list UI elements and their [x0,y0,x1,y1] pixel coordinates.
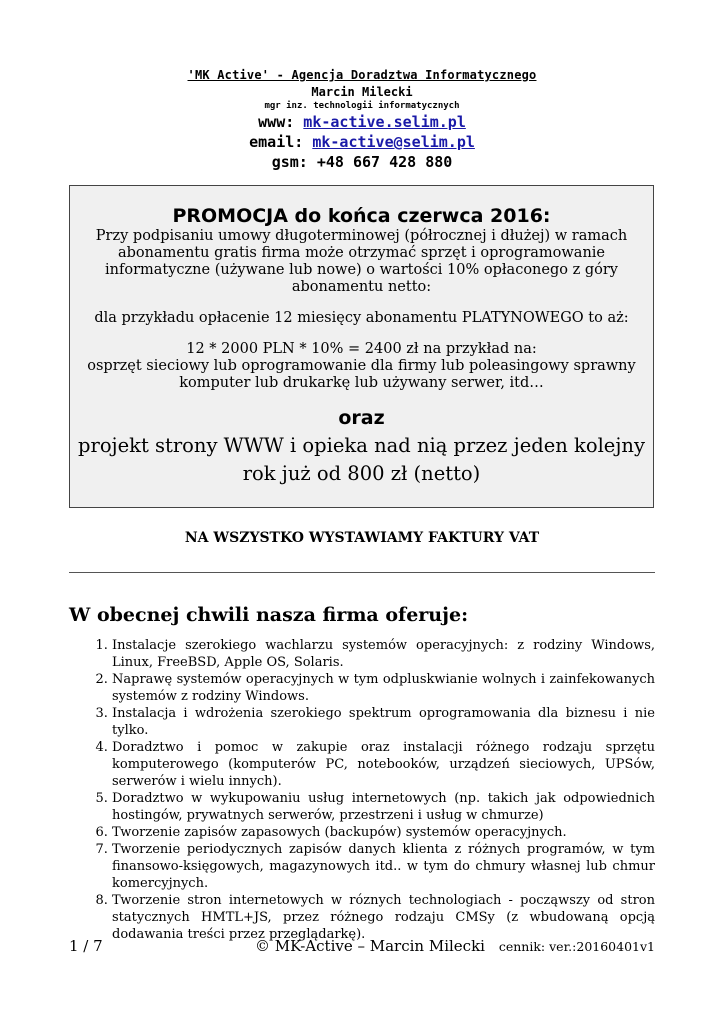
offer-list [69,637,655,943]
list-item: 2. Naprawę systemów operacyjnych w tym odpluskwianie wolnych i zainfekowanych systemów z rodziny Windows. [112,671,655,705]
www-line [0,112,724,132]
list-item: 1. Instalacje szerokiego wachlarzu systemów operacyjnych: z rodziny Windows, Linux, FreeBSD, Apple OS, Solaris. [112,637,655,671]
email-line [0,132,724,152]
promo-paragraph-2: dla przykładu opłacenie 12 miesięcy abonamentu PLATYNOWEGO to aż: [94,310,629,326]
email-label: email: [249,133,313,151]
page-number: 1 / 7 [69,937,103,955]
www-label: www: [258,113,304,131]
list-item: 7. Tworzenie periodycznych zapisów danych klienta z różnych programów, w tym finansowo-księgowych, magazynowych itd.. w tym do chmury własnej lub chmur komercyjnych. [112,841,655,892]
version: cennik: ver.:20160401v1 [498,939,655,954]
list-item: 4. Doradztwo i pomoc w zakupie oraz instalacji różnego rodzaju sprzętu komputerowego (komputerów PC, notebooków, urządzeń sieciowych, UPSów, serwerów i wielu innych). [112,739,655,790]
list-item: 6. Tworzenie zapisów zapasowych (backupów) systemów operacyjnych. [112,824,655,841]
email-link[interactable]: mk-active@selim.pl [312,133,475,151]
degree: mgr inz. technologii informatycznych [264,101,460,111]
www-link[interactable]: mk-active.selim.pl [303,113,466,131]
letterhead [0,66,724,172]
company-name: 'MK Active' - Agencja Doradztwa Informatycznego [187,68,537,82]
list-item: 3. Instalacja i wdrożenia szerokiego spektrum oprogramowania dla biznesu i nie tylko. [112,705,655,739]
list-item: 5. Doradztwo w wykupowaniu usług internetowych (np. takich jak odpowiednich hostingów, prywatnych serwerów, przestrzeni i usług w chmurze) [112,790,655,824]
promo-title: PROMOCJA do końca czerwca 2016: [172,205,551,227]
promo-paragraph-3: osprzęt sieciowy lub oprogramowanie dla firmy lub poleasingowy sprawny komputer lub drukarkę lub używany serwer, itd… [87,358,636,391]
gsm-line: gsm: +48 667 428 880 [271,153,453,171]
list-item: 8. Tworzenie stron internetowych w róznych technologiach - począwszy od stron statycznych HMTL+JS, przez różnego rodzaju CMSy (z wbudowaną opcją dodawania treści przez przeglądarkę). [112,892,655,943]
promo-oraz: oraz [338,407,385,429]
offer-title: W obecnej chwili nasza firma oferuje: [69,604,469,626]
promo-www-offer: projekt strony WWW i opieka nad nią przez jeden kolejny rok już od 800 zł (netto) [78,434,645,485]
page-footer [69,937,655,957]
promo-formula: 12 * 2000 PLN * 10% = 2400 zł na przykład na: [186,341,537,357]
divider [69,572,655,573]
copyright: © MK-Active – Marcin Milecki [255,937,485,955]
vat-note: NA WSZYSTKO WYSTAWIAMY FAKTURY VAT [184,530,540,546]
promo-paragraph-1: Przy podpisaniu umowy długoterminowej (półrocznej i dłużej) w ramach abonamentu gratis firma może otrzymać sprzęt i oprogramowanie informatyczne (używane lub nowe) o wartości 10% opłaconego z góry abonamentu netto: [95,228,628,295]
person-name: Marcin Milecki [311,85,413,99]
promo-box [69,185,654,508]
